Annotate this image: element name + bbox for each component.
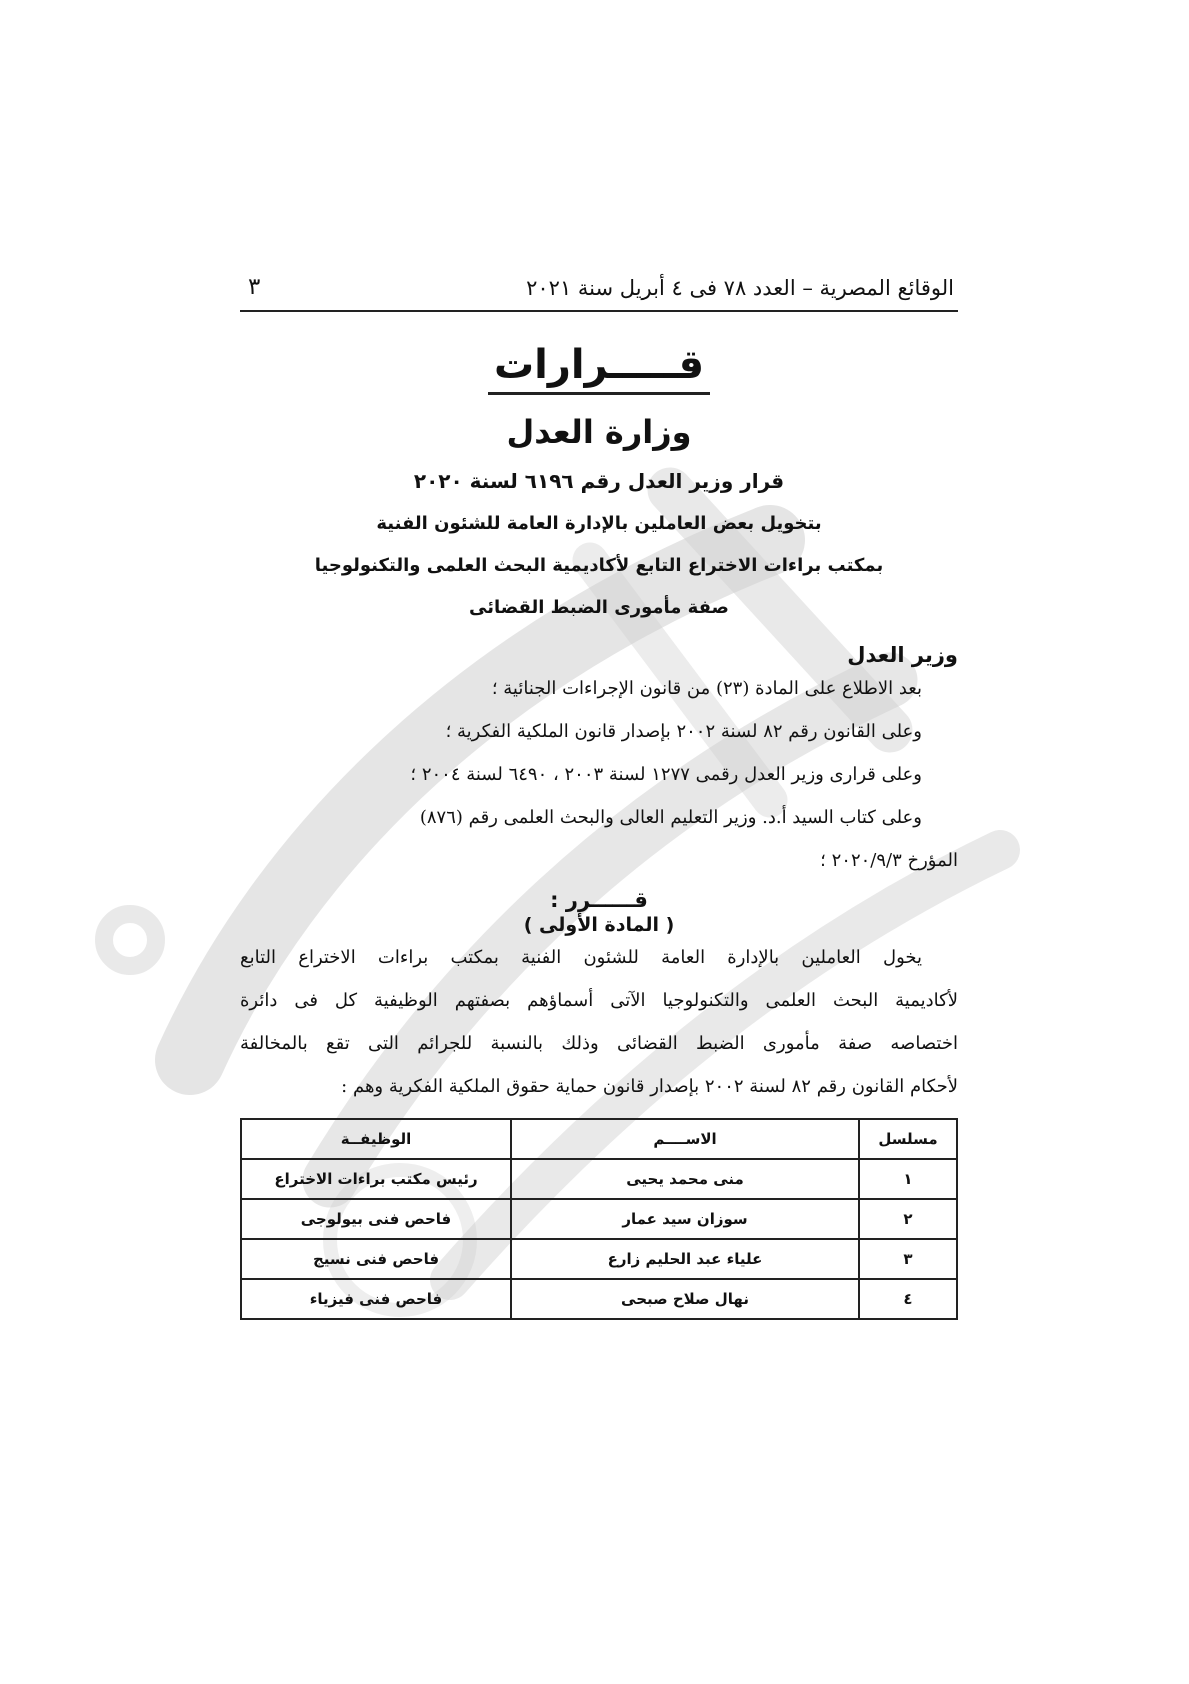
table-header-row bbox=[241, 1119, 957, 1159]
preamble bbox=[240, 667, 958, 882]
gazette-issue-line: الوقائع المصرية – العدد ٧٨ فى ٤ أبريل سنة ٢٠٢١ bbox=[526, 276, 954, 300]
section-title-text: قـــــرارات bbox=[488, 342, 710, 395]
preamble-clause: وعلى القانون رقم ٨٢ لسنة ٢٠٠٢ بإصدار قانون الملكية الفكرية ؛ bbox=[445, 721, 922, 742]
cell-job: فاحص فنى نسيج bbox=[241, 1239, 511, 1279]
preamble-clause: وعلى قرارى وزير العدل رقمى ١٢٧٧ لسنة ٢٠٠٣ ، ٦٤٩٠ لسنة ٢٠٠٤ ؛ bbox=[410, 764, 922, 785]
staff-table bbox=[240, 1118, 958, 1320]
article-line: لأكاديمية البحث العلمى والتكنولوجيا الآتى أسماؤهم بصفتهم الوظيفية كل فى دائرة bbox=[240, 990, 958, 1011]
column-header-name: الاســــم bbox=[511, 1119, 859, 1159]
column-header-job: الوظيفــة bbox=[241, 1119, 511, 1159]
preamble-clause: وعلى كتاب السيد أ.د. وزير التعليم العالى والبحث العلمى رقم (٨٧٦) bbox=[419, 807, 922, 828]
document-body bbox=[240, 268, 958, 1320]
article-text bbox=[240, 936, 958, 1108]
article-line: لأحكام القانون رقم ٨٢ لسنة ٢٠٠٢ بإصدار قانون حماية حقوق الملكية الفكرية وهم : bbox=[341, 1076, 958, 1097]
table-row bbox=[241, 1199, 957, 1239]
decree-number: قرار وزير العدل رقم ٦١٩٦ لسنة ٢٠٢٠ bbox=[413, 469, 785, 493]
article-line: اختصاصه صفة مأمورى الضبط القضائى وذلك بالنسبة للجرائم التى تقع بالمخالفة bbox=[240, 1033, 958, 1054]
preamble-clause: المؤرخ ٢٠٢٠/٩/٣ ؛ bbox=[820, 850, 958, 871]
cell-job: رئيس مكتب براءات الاختراع bbox=[241, 1159, 511, 1199]
table-row bbox=[241, 1239, 957, 1279]
cell-serial: ٤ bbox=[859, 1279, 957, 1319]
section-title bbox=[240, 342, 958, 395]
page-number: ٣ bbox=[248, 274, 261, 300]
cell-name: سوزان سيد عمار bbox=[511, 1199, 859, 1239]
decided-heading: قــــــرر : bbox=[550, 888, 648, 912]
cell-serial: ١ bbox=[859, 1159, 957, 1199]
cell-job: فاحص فنى فيزياء bbox=[241, 1279, 511, 1319]
cell-job: فاحص فنى بيولوجى bbox=[241, 1199, 511, 1239]
cell-name: منى محمد يحيى bbox=[511, 1159, 859, 1199]
cell-name: نهال صلاح صبحى bbox=[511, 1279, 859, 1319]
column-header-serial: مسلسل bbox=[859, 1119, 957, 1159]
subject-line: بتخويل بعض العاملين بالإدارة العامة للشئون الفنية bbox=[376, 513, 822, 534]
cell-name: علياء عبد الحليم زارع bbox=[511, 1239, 859, 1279]
subject-line: بمكتب براءات الاختراع التابع لأكاديمية البحث العلمى والتكنولوجيا bbox=[314, 555, 884, 576]
preamble-clause: بعد الاطلاع على المادة (٢٣) من قانون الإجراءات الجنائية ؛ bbox=[491, 678, 922, 699]
ministry-name: وزارة العدل bbox=[506, 413, 692, 451]
decree-subject bbox=[240, 503, 958, 629]
cell-serial: ٣ bbox=[859, 1239, 957, 1279]
cell-serial: ٢ bbox=[859, 1199, 957, 1239]
gazette-header bbox=[240, 268, 958, 312]
issuer-title: وزير العدل bbox=[847, 643, 958, 667]
article-title: ( المادة الأولى ) bbox=[523, 914, 675, 936]
table-row bbox=[241, 1159, 957, 1199]
article-line: يخول العاملين بالإدارة العامة للشئون الفنية بمكتب براءات الاختراع التابع bbox=[240, 947, 922, 968]
subject-line: صفة مأمورى الضبط القضائى bbox=[469, 597, 729, 618]
table-row bbox=[241, 1279, 957, 1319]
